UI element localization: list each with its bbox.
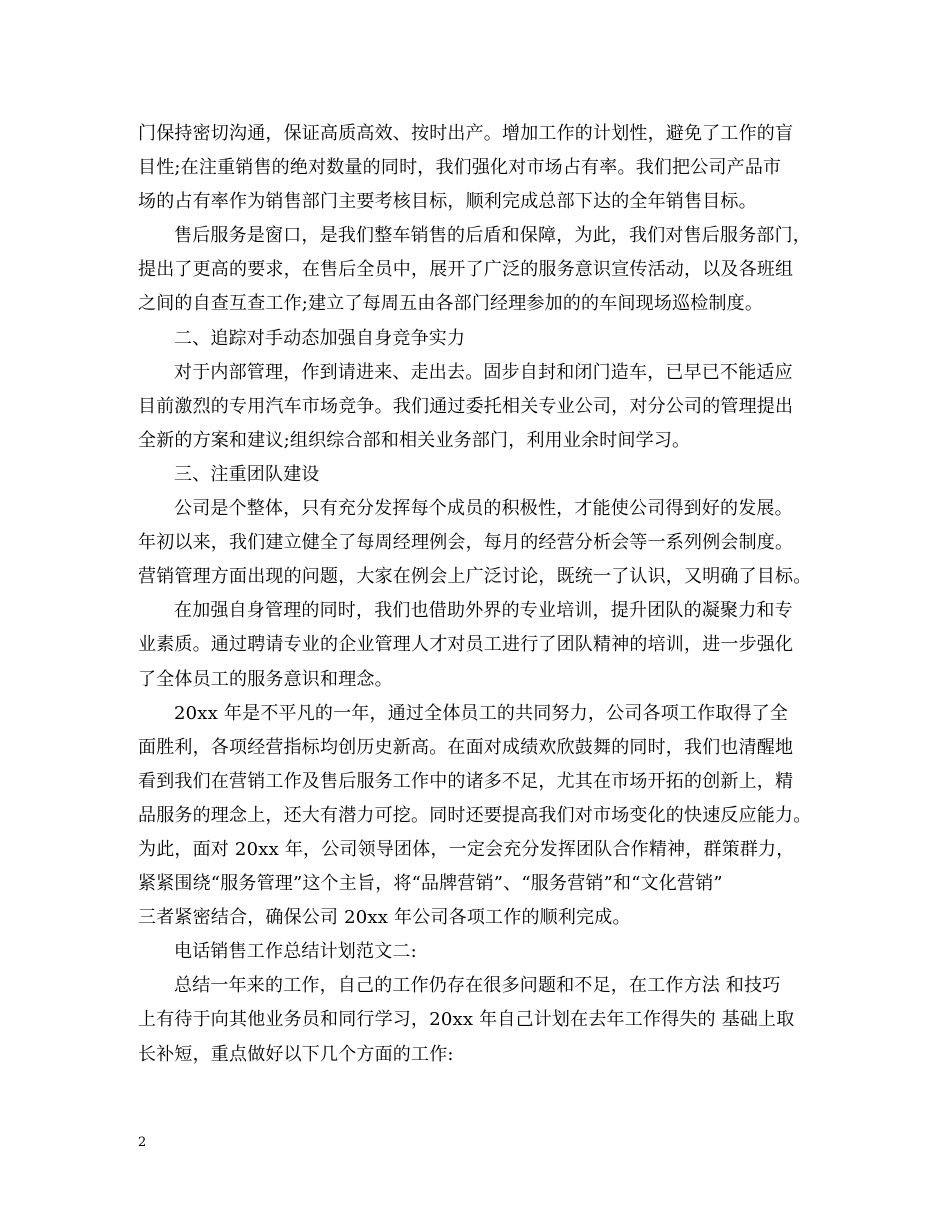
- text-line: 业素质。通过聘请专业的企业管理人才对员工进行了团队精神的培训，进一步强化: [138, 634, 794, 656]
- text-line: 门保持密切沟通，保证高质高效、按时出产。增加工作的计划性，避免了工作的盲: [138, 123, 794, 144]
- text-line: 长补短，重点做好以下几个方面的工作:: [138, 1043, 454, 1065]
- text-line: 年初以来，我们建立健全了每周经理例会，每月的经营分析会等一系列例会制度。: [138, 532, 794, 554]
- page-number: 2: [138, 1135, 147, 1150]
- text-line: 总结一年来的工作，自己的工作仍存在很多问题和不足，在工作方法 和技巧: [174, 975, 781, 997]
- text-line: 场的占有率作为销售部门主要考核目标，顺利完成总部下达的全年销售目标。: [138, 191, 757, 213]
- text-line: 提出了更高的要求，在售后全员中，展开了广泛的服务意识宣传活动，以及各班组: [138, 259, 794, 281]
- text-line: 看到我们在营销工作及售后服务工作中的诸多不足，尤其在市场开拓的创新上，精: [138, 770, 794, 792]
- text-line: 目前激烈的专用汽车市场竞争。我们通过委托相关专业公司，对分公司的管理提出: [138, 395, 794, 417]
- text-line: 三者紧密结合，确保公司 20xx 年公司各项工作的顺利完成。: [138, 907, 631, 929]
- text-line: 之间的自查互查工作;建立了每周五由各部门经理参加的的车间现场巡检制度。: [138, 293, 764, 315]
- text-line: 20xx 年是不平凡的一年，通过全体员工的共同努力，公司各项工作取得了全: [174, 702, 789, 724]
- text-line: 紧紧围绕“服务管理”这个主旨，将“品牌营销”、“服务营销”和“文化营销”: [138, 873, 723, 895]
- text-line: 电话销售工作总结计划范文二:: [174, 941, 417, 963]
- text-line: 公司是个整体，只有充分发挥每个成员的积极性，才能使公司得到好的发展。: [174, 498, 793, 520]
- text-line: 了全体员工的服务意识和理念。: [138, 668, 393, 690]
- text-line: 面胜利，各项经营指标均创历史新高。在面对成绩欢欣鼓舞的同时，我们也清醒地: [138, 736, 794, 758]
- text-line: 营销管理方面出现的问题，大家在例会上广泛讨论，既统一了认识，又明确了目标。: [138, 566, 812, 588]
- document-body: [138, 117, 818, 1072]
- text-line: 目性;在注重销售的绝对数量的同时，我们强化对市场占有率。我们把公司产品市: [138, 157, 782, 179]
- text-line: 二、追踪对手动态加强自身竞争实力: [174, 327, 466, 349]
- text-line: 为此，面对 20xx 年，公司领导团体，一定会充分发挥团队合作精神，群策群力，: [138, 838, 795, 860]
- text-line: 售后服务是窗口，是我们整车销售的后盾和保障，为此，我们对售后服务部门，: [174, 225, 811, 247]
- text-line: 对于内部管理，作到请进来、走出去。固步自封和闭门造车，已早已不能适应: [174, 361, 793, 383]
- text-line: 在加强自身管理的同时，我们也借助外界的专业培训，提升团队的凝聚力和专: [174, 600, 793, 622]
- text-line: 三、注重团队建设: [174, 463, 320, 485]
- text-line: 上有待于向其他业务员和同行学习，20xx 年自己计划在去年工作得失的 基础上取: [138, 1009, 795, 1031]
- text-line: 全新的方案和建议;组织综合部和相关业务部门，利用业余时间学习。: [138, 429, 691, 451]
- text-line: 品服务的理念上，还大有潜力可挖。同时还要提高我们对市场变化的快速反应能力。: [138, 804, 812, 826]
